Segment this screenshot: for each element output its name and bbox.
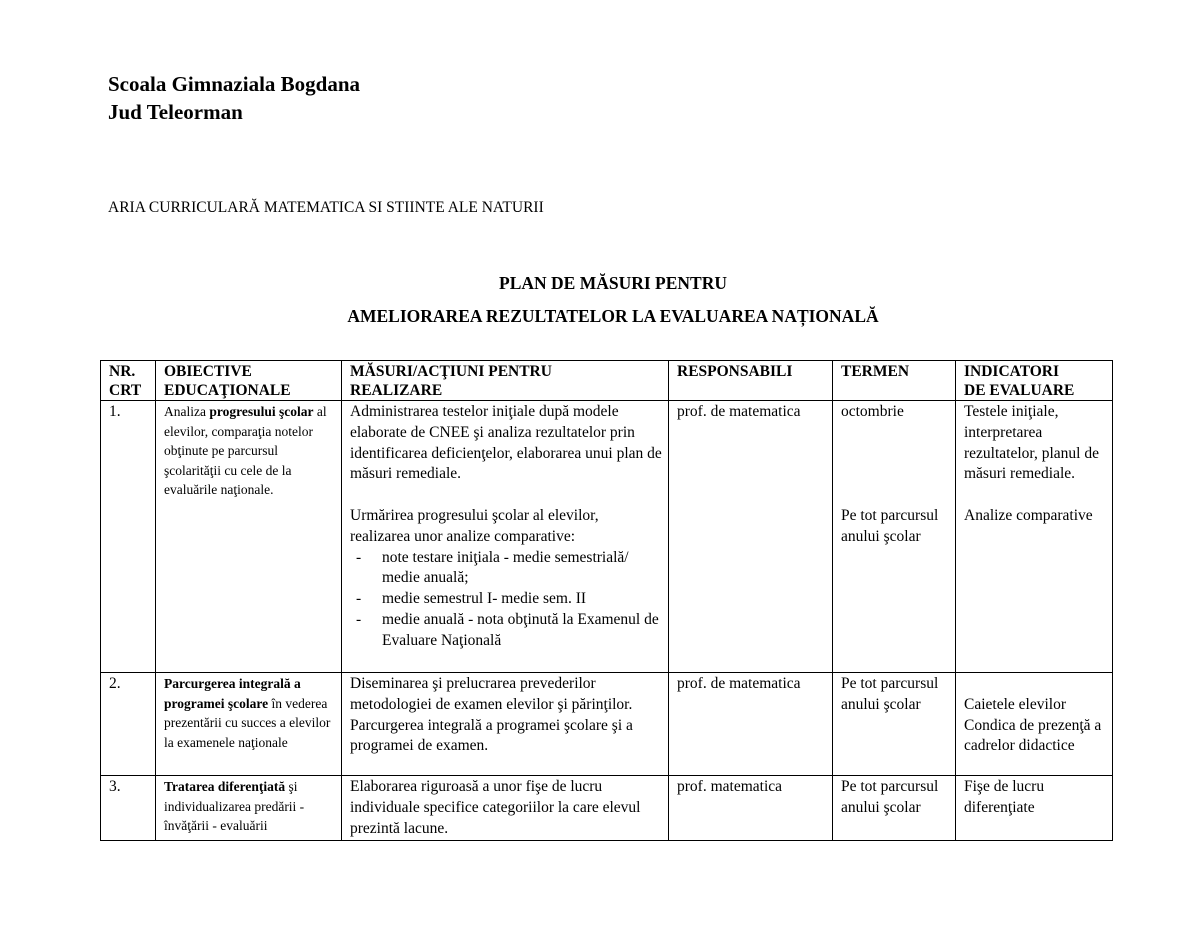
header-objectives: OBIECTIVE EDUCAŢIONALE	[156, 361, 342, 401]
header-deadline: TERMEN	[833, 361, 956, 401]
cell-objective: Tratarea diferenţiată şi individualizarea predării - învăţării - evaluării	[156, 776, 342, 841]
cell-deadline: octombrie Pe tot parcursul anului şcolar	[833, 401, 956, 673]
cell-responsible: prof. matematica	[669, 776, 833, 841]
cell-indicators: Caietele elevilor Condica de prezenţă a cadrelor didactice	[956, 673, 1113, 776]
list-item: - note testare iniţiala - medie semestrială/ medie anuală;	[356, 548, 629, 587]
cell-objective: Parcurgerea integrală a programei şcolare în vederea prezentării cu succes a elevilor la examenele naţionale	[156, 673, 342, 776]
table-header-row	[101, 361, 1113, 401]
list-item: - medie anuală - nota obţinută la Examenul de Evaluare Naţională	[356, 610, 659, 649]
county-name: Jud Teleorman	[108, 100, 243, 124]
cell-measures: Diseminarea şi prelucrarea prevederilor metodologiei de examen elevilor şi părinţilor. Parcurgerea integrală a programei şcolare şi a programei de examen.	[342, 673, 669, 776]
plan-title-line2: AMELIORAREA REZULTATELOR LA EVALUAREA NAȚIONALĂ	[347, 306, 879, 326]
header-nr: NR. CRT	[101, 361, 156, 401]
school-header	[108, 70, 360, 126]
cell-deadline: Pe tot parcursul anului şcolar	[833, 776, 956, 841]
school-name: Scoala Gimnaziala Bogdana	[108, 72, 361, 96]
cell-deadline: Pe tot parcursul anului şcolar	[833, 673, 956, 776]
cell-indicators: Testele iniţiale, interpretarea rezultatelor, planul de măsuri remediale. Analize comparative	[956, 401, 1113, 673]
cell-objective: Analiza progresului şcolar al elevilor, comparaţia notelor obţinute pe parcursul şcolarităţii cu cele de la evaluările naţionale.	[156, 401, 342, 673]
header-indicators: INDICATORI DE EVALUARE	[956, 361, 1113, 401]
cell-responsible: prof. de matematica	[669, 401, 833, 673]
plan-title-line1: PLAN DE MĂSURI PENTRU	[499, 273, 727, 293]
header-responsible: RESPONSABILI	[669, 361, 833, 401]
cell-nr: 1.	[101, 401, 156, 673]
cell-measures: Administrarea testelor iniţiale după modele elaborate de CNEE şi analiza rezultatelor prin identificarea deficienţelor, elaborarea unui plan de măsuri remediale. Urmărirea progresului şcolar al elevilor, realizarea unor analize comparative: - note testare iniţiala - medie semestrială/ medie anuală; - medie semestrul I- medie sem. II - medie anuală - nota obţinută la Examenul de Evaluare Naţională	[342, 401, 669, 673]
table-row	[101, 776, 1113, 841]
curricular-area: ARIA CURRICULARĂ MATEMATICA SI STIINTE ALE NATURII	[108, 199, 544, 216]
cell-indicators: Fişe de lucru diferenţiate	[956, 776, 1113, 841]
cell-nr: 3.	[101, 776, 156, 841]
table-row	[101, 673, 1113, 776]
header-measures: MĂSURI/ACŢIUNI PENTRU REALIZARE	[342, 361, 669, 401]
measures-table	[100, 360, 1113, 841]
cell-responsible: prof. de matematica	[669, 673, 833, 776]
list-item: - medie semestrul I- medie sem. II	[356, 590, 587, 608]
cell-nr: 2.	[101, 673, 156, 776]
table-row	[101, 401, 1113, 673]
cell-measures: Elaborarea riguroasă a unor fişe de lucru individuale specifice categoriilor la care elevul prezintă lacune.	[342, 776, 669, 841]
